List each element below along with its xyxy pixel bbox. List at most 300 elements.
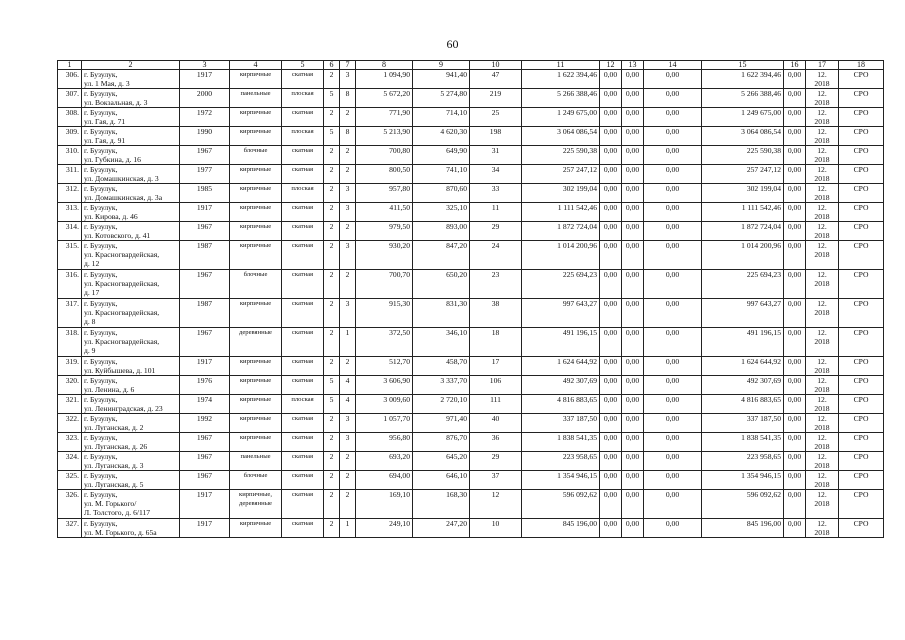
wall-material-cell-line: кирпичные bbox=[239, 166, 272, 173]
address-cell bbox=[82, 376, 180, 395]
entrances-cell: 4 bbox=[340, 395, 356, 414]
wall-material-cell-line: кирпичные bbox=[239, 185, 272, 192]
address-cell-line: г. Бузулук, bbox=[84, 433, 118, 442]
address-cell-line: ул. Домашкинская, д. 3 bbox=[84, 174, 159, 183]
floors-cell: 2 bbox=[324, 490, 340, 519]
total-area-cell: 5 213,90 bbox=[356, 127, 413, 146]
column-number-1: 1 bbox=[58, 61, 82, 70]
cost-total-cell: 3 064 086,54 bbox=[522, 127, 600, 146]
deadline-cell bbox=[806, 328, 839, 357]
floors-cell: 2 bbox=[324, 184, 340, 203]
deadline-cell-line: 2018 bbox=[814, 231, 830, 240]
cost-total-cell: 1 838 541,35 bbox=[522, 433, 600, 452]
value-col14-cell: 0,00 bbox=[644, 490, 702, 519]
value-col14-cell: 0,00 bbox=[644, 357, 702, 376]
column-number-5: 5 bbox=[282, 61, 324, 70]
value-col13-cell: 0,00 bbox=[622, 184, 644, 203]
wall-material-cell-line: кирпичные bbox=[239, 396, 272, 403]
value-col14-cell: 0,00 bbox=[644, 89, 702, 108]
residents-cell: 17 bbox=[470, 357, 522, 376]
residents-cell: 36 bbox=[470, 433, 522, 452]
wall-material-cell bbox=[230, 471, 282, 490]
roof-type-cell: скатная bbox=[282, 414, 324, 433]
cost-owner-funds-cell: 1 354 946,15 bbox=[702, 471, 784, 490]
deadline-cell-line: 2018 bbox=[814, 385, 830, 394]
cost-total-cell: 997 643,27 bbox=[522, 299, 600, 328]
deadline-cell bbox=[806, 357, 839, 376]
wall-material-cell-line: блочные bbox=[243, 271, 268, 278]
address-cell-line: г. Бузулук, bbox=[84, 127, 118, 136]
roof-type-cell: скатная bbox=[282, 203, 324, 222]
address-cell bbox=[82, 108, 180, 127]
total-area-cell: 956,80 bbox=[356, 433, 413, 452]
address-cell-line: г. Бузулук, bbox=[84, 89, 118, 98]
address-cell-line: г. Бузулук, bbox=[84, 452, 118, 461]
value-col16-cell: 0,00 bbox=[784, 203, 806, 222]
value-col13-cell: 0,00 bbox=[622, 270, 644, 299]
table-row bbox=[58, 70, 884, 89]
address-cell-line: ул. Кирова, д. 46 bbox=[84, 212, 138, 221]
address-cell-line: д. 17 bbox=[84, 288, 100, 297]
address-cell-line: ул. Красногвардейская, bbox=[84, 337, 160, 346]
source-cell: СРО bbox=[839, 222, 884, 241]
address-cell bbox=[82, 490, 180, 519]
value-col14-cell: 0,00 bbox=[644, 108, 702, 127]
year-cell: 1974 bbox=[180, 395, 230, 414]
address-cell-line: ул. Ленина, д. 6 bbox=[84, 385, 135, 394]
value-col13-cell: 0,00 bbox=[622, 165, 644, 184]
deadline-cell-line: 12. bbox=[817, 414, 827, 423]
value-col14-cell: 0,00 bbox=[644, 299, 702, 328]
deadline-cell-line: 12. bbox=[817, 165, 827, 174]
entrances-cell: 1 bbox=[340, 328, 356, 357]
column-number-16: 16 bbox=[784, 61, 806, 70]
row-number: 315. bbox=[58, 241, 82, 270]
year-cell: 1967 bbox=[180, 452, 230, 471]
column-number-row bbox=[58, 61, 884, 70]
value-col14-cell: 0,00 bbox=[644, 127, 702, 146]
roof-type-cell: скатная bbox=[282, 146, 324, 165]
total-area-cell: 915,30 bbox=[356, 299, 413, 328]
living-area-cell: 649,90 bbox=[413, 146, 470, 165]
deadline-cell-line: 2018 bbox=[814, 480, 830, 489]
deadline-cell-line: 2018 bbox=[814, 174, 830, 183]
row-number: 306. bbox=[58, 70, 82, 89]
roof-type-cell: скатная bbox=[282, 490, 324, 519]
deadline-cell-line: 2018 bbox=[814, 117, 830, 126]
cost-total-cell: 1 249 675,00 bbox=[522, 108, 600, 127]
value-col12-cell: 0,00 bbox=[600, 108, 622, 127]
wall-material-cell bbox=[230, 452, 282, 471]
entrances-cell: 3 bbox=[340, 241, 356, 270]
cost-total-cell: 257 247,12 bbox=[522, 165, 600, 184]
entrances-cell: 3 bbox=[340, 184, 356, 203]
cost-owner-funds-cell: 596 092,62 bbox=[702, 490, 784, 519]
row-number: 327. bbox=[58, 519, 82, 538]
table-row bbox=[58, 241, 884, 270]
source-cell: СРО bbox=[839, 452, 884, 471]
wall-material-cell-line: кирпичные bbox=[239, 242, 272, 249]
deadline-cell-line: 2018 bbox=[814, 366, 830, 375]
floors-cell: 2 bbox=[324, 108, 340, 127]
address-cell-line: ул. Котовского, д. 41 bbox=[84, 231, 151, 240]
value-col16-cell: 0,00 bbox=[784, 241, 806, 270]
cost-owner-funds-cell: 1 622 394,46 bbox=[702, 70, 784, 89]
deadline-cell-line: 12. bbox=[817, 108, 827, 117]
address-cell-line: ул. М. Горького/ bbox=[84, 499, 137, 508]
table-row bbox=[58, 108, 884, 127]
residents-cell: 33 bbox=[470, 184, 522, 203]
source-cell: СРО bbox=[839, 299, 884, 328]
wall-material-cell bbox=[230, 89, 282, 108]
deadline-cell-line: 2018 bbox=[814, 337, 830, 346]
address-cell bbox=[82, 414, 180, 433]
value-col12-cell: 0,00 bbox=[600, 203, 622, 222]
value-col12-cell: 0,00 bbox=[600, 471, 622, 490]
deadline-cell bbox=[806, 414, 839, 433]
deadline-cell-line: 2018 bbox=[814, 528, 830, 537]
year-cell: 1967 bbox=[180, 328, 230, 357]
table-row bbox=[58, 299, 884, 328]
address-cell bbox=[82, 519, 180, 538]
table-row bbox=[58, 89, 884, 108]
value-col12-cell: 0,00 bbox=[600, 452, 622, 471]
value-col14-cell: 0,00 bbox=[644, 519, 702, 538]
deadline-cell-line: 2018 bbox=[814, 212, 830, 221]
roof-type-cell: плоская bbox=[282, 89, 324, 108]
address-cell-line: ул. Луганская, д. 5 bbox=[84, 480, 144, 489]
source-cell: СРО bbox=[839, 241, 884, 270]
address-cell-line: г. Бузулук, bbox=[84, 70, 118, 79]
year-cell: 1967 bbox=[180, 222, 230, 241]
table-row bbox=[58, 127, 884, 146]
address-cell-line: г. Бузулук, bbox=[84, 357, 118, 366]
wall-material-cell-line: кирпичные, bbox=[239, 491, 272, 498]
entrances-cell: 3 bbox=[340, 203, 356, 222]
source-cell: СРО bbox=[839, 127, 884, 146]
column-number-10: 10 bbox=[470, 61, 522, 70]
deadline-cell-line: 12. bbox=[817, 471, 827, 480]
address-cell bbox=[82, 165, 180, 184]
living-area-cell: 650,20 bbox=[413, 270, 470, 299]
value-col12-cell: 0,00 bbox=[600, 146, 622, 165]
cost-total-cell: 225 694,23 bbox=[522, 270, 600, 299]
total-area-cell: 979,50 bbox=[356, 222, 413, 241]
wall-material-cell bbox=[230, 241, 282, 270]
source-cell: СРО bbox=[839, 108, 884, 127]
floors-cell: 2 bbox=[324, 452, 340, 471]
deadline-cell-line: 2018 bbox=[814, 250, 830, 259]
deadline-cell-line: 2018 bbox=[814, 79, 830, 88]
address-cell bbox=[82, 184, 180, 203]
wall-material-cell bbox=[230, 127, 282, 146]
value-col13-cell: 0,00 bbox=[622, 414, 644, 433]
column-number-4: 4 bbox=[230, 61, 282, 70]
living-area-cell: 2 720,10 bbox=[413, 395, 470, 414]
living-area-cell: 168,30 bbox=[413, 490, 470, 519]
cost-total-cell: 5 266 388,46 bbox=[522, 89, 600, 108]
table-row bbox=[58, 165, 884, 184]
total-area-cell: 3 009,60 bbox=[356, 395, 413, 414]
living-area-cell: 941,40 bbox=[413, 70, 470, 89]
roof-type-cell: скатная bbox=[282, 299, 324, 328]
address-cell-line: ул. Луганская, д. 26 bbox=[84, 442, 148, 451]
deadline-cell bbox=[806, 222, 839, 241]
deadline-cell bbox=[806, 70, 839, 89]
address-cell-line: ул. Гая, д. 71 bbox=[84, 117, 126, 126]
source-cell: СРО bbox=[839, 70, 884, 89]
residents-cell: 29 bbox=[470, 452, 522, 471]
entrances-cell: 2 bbox=[340, 357, 356, 376]
address-cell-line: ул. Красногвардейская, bbox=[84, 308, 160, 317]
source-cell: СРО bbox=[839, 184, 884, 203]
total-area-cell: 700,70 bbox=[356, 270, 413, 299]
value-col13-cell: 0,00 bbox=[622, 433, 644, 452]
year-cell: 1967 bbox=[180, 433, 230, 452]
value-col13-cell: 0,00 bbox=[622, 299, 644, 328]
living-area-cell: 5 274,80 bbox=[413, 89, 470, 108]
total-area-cell: 693,20 bbox=[356, 452, 413, 471]
wall-material-cell-line: кирпичные bbox=[239, 128, 272, 135]
deadline-cell-line: 12. bbox=[817, 452, 827, 461]
deadline-cell-line: 2018 bbox=[814, 279, 830, 288]
total-area-cell: 930,20 bbox=[356, 241, 413, 270]
address-cell-line: г. Бузулук, bbox=[84, 376, 118, 385]
address-cell-line: г. Бузулук, bbox=[84, 490, 118, 499]
cost-owner-funds-cell: 492 307,69 bbox=[702, 376, 784, 395]
value-col12-cell: 0,00 bbox=[600, 127, 622, 146]
floors-cell: 2 bbox=[324, 146, 340, 165]
wall-material-cell bbox=[230, 108, 282, 127]
floors-cell: 2 bbox=[324, 519, 340, 538]
roof-type-cell: скатная bbox=[282, 519, 324, 538]
address-cell-line: г. Бузулук, bbox=[84, 241, 118, 250]
year-cell: 1976 bbox=[180, 376, 230, 395]
total-area-cell: 5 672,20 bbox=[356, 89, 413, 108]
entrances-cell: 4 bbox=[340, 376, 356, 395]
living-area-cell: 247,20 bbox=[413, 519, 470, 538]
cost-total-cell: 1 622 394,46 bbox=[522, 70, 600, 89]
floors-cell: 2 bbox=[324, 241, 340, 270]
address-cell-line: ул. Красногвардейская, bbox=[84, 250, 160, 259]
column-number-6: 6 bbox=[324, 61, 340, 70]
value-col16-cell: 0,00 bbox=[784, 357, 806, 376]
deadline-cell bbox=[806, 376, 839, 395]
address-cell bbox=[82, 452, 180, 471]
living-area-cell: 714,10 bbox=[413, 108, 470, 127]
row-number: 323. bbox=[58, 433, 82, 452]
source-cell: СРО bbox=[839, 376, 884, 395]
wall-material-cell-line: кирпичные bbox=[239, 377, 272, 384]
living-area-cell: 346,10 bbox=[413, 328, 470, 357]
address-cell bbox=[82, 89, 180, 108]
roof-type-cell: плоская bbox=[282, 184, 324, 203]
table-row bbox=[58, 270, 884, 299]
residents-cell: 47 bbox=[470, 70, 522, 89]
address-cell bbox=[82, 357, 180, 376]
wall-material-cell bbox=[230, 376, 282, 395]
address-cell bbox=[82, 270, 180, 299]
total-area-cell: 249,10 bbox=[356, 519, 413, 538]
total-area-cell: 1 057,70 bbox=[356, 414, 413, 433]
wall-material-cell bbox=[230, 203, 282, 222]
value-col14-cell: 0,00 bbox=[644, 70, 702, 89]
value-col13-cell: 0,00 bbox=[622, 127, 644, 146]
deadline-cell-line: 12. bbox=[817, 127, 827, 136]
roof-type-cell: скатная bbox=[282, 328, 324, 357]
address-cell-line: г. Бузулук, bbox=[84, 414, 118, 423]
year-cell: 1992 bbox=[180, 414, 230, 433]
wall-material-cell-line: блочные bbox=[243, 472, 268, 479]
value-col16-cell: 0,00 bbox=[784, 471, 806, 490]
deadline-cell-line: 12. bbox=[817, 184, 827, 193]
deadline-cell-line: 12. bbox=[817, 395, 827, 404]
roof-type-cell: скатная bbox=[282, 108, 324, 127]
deadline-cell-line: 12. bbox=[817, 89, 827, 98]
column-number-7: 7 bbox=[340, 61, 356, 70]
value-col14-cell: 0,00 bbox=[644, 203, 702, 222]
floors-cell: 5 bbox=[324, 395, 340, 414]
residents-cell: 34 bbox=[470, 165, 522, 184]
row-number: 314. bbox=[58, 222, 82, 241]
address-cell-line: ул. 1 Мая, д. 3 bbox=[84, 79, 130, 88]
roof-type-cell: скатная bbox=[282, 165, 324, 184]
residents-cell: 11 bbox=[470, 203, 522, 222]
deadline-cell-line: 2018 bbox=[814, 404, 830, 413]
value-col12-cell: 0,00 bbox=[600, 357, 622, 376]
value-col12-cell: 0,00 bbox=[600, 490, 622, 519]
cost-owner-funds-cell: 225 590,38 bbox=[702, 146, 784, 165]
entrances-cell: 2 bbox=[340, 452, 356, 471]
floors-cell: 2 bbox=[324, 270, 340, 299]
table-row bbox=[58, 203, 884, 222]
floors-cell: 2 bbox=[324, 357, 340, 376]
source-cell: СРО bbox=[839, 395, 884, 414]
wall-material-cell-line: деревянные bbox=[239, 329, 272, 336]
value-col16-cell: 0,00 bbox=[784, 299, 806, 328]
residents-cell: 219 bbox=[470, 89, 522, 108]
table-row bbox=[58, 357, 884, 376]
roof-type-cell: скатная bbox=[282, 70, 324, 89]
source-cell: СРО bbox=[839, 414, 884, 433]
residents-cell: 25 bbox=[470, 108, 522, 127]
wall-material-cell bbox=[230, 395, 282, 414]
table-row bbox=[58, 471, 884, 490]
wall-material-cell bbox=[230, 414, 282, 433]
table-row bbox=[58, 519, 884, 538]
wall-material-cell bbox=[230, 357, 282, 376]
roof-type-cell: скатная bbox=[282, 241, 324, 270]
cost-total-cell: 1 872 724,04 bbox=[522, 222, 600, 241]
residents-cell: 37 bbox=[470, 471, 522, 490]
deadline-cell-line: 2018 bbox=[814, 308, 830, 317]
living-area-cell: 3 337,70 bbox=[413, 376, 470, 395]
value-col12-cell: 0,00 bbox=[600, 395, 622, 414]
wall-material-cell bbox=[230, 70, 282, 89]
deadline-cell-line: 2018 bbox=[814, 98, 830, 107]
address-cell-line: ул. Ленинградская, д. 23 bbox=[84, 404, 163, 413]
deadline-cell bbox=[806, 395, 839, 414]
wall-material-cell-line: кирпичные bbox=[239, 109, 272, 116]
row-number: 312. bbox=[58, 184, 82, 203]
value-col16-cell: 0,00 bbox=[784, 395, 806, 414]
residents-cell: 18 bbox=[470, 328, 522, 357]
value-col16-cell: 0,00 bbox=[784, 328, 806, 357]
wall-material-cell bbox=[230, 184, 282, 203]
roof-type-cell: скатная bbox=[282, 433, 324, 452]
deadline-cell-line: 12. bbox=[817, 519, 827, 528]
wall-material-cell bbox=[230, 165, 282, 184]
floors-cell: 2 bbox=[324, 328, 340, 357]
deadline-cell bbox=[806, 184, 839, 203]
year-cell: 1972 bbox=[180, 108, 230, 127]
cost-owner-funds-cell: 845 196,00 bbox=[702, 519, 784, 538]
roof-type-cell: скатная bbox=[282, 222, 324, 241]
year-cell: 1917 bbox=[180, 70, 230, 89]
value-col14-cell: 0,00 bbox=[644, 270, 702, 299]
deadline-cell bbox=[806, 203, 839, 222]
cost-owner-funds-cell: 223 958,65 bbox=[702, 452, 784, 471]
deadline-cell-line: 12. bbox=[817, 376, 827, 385]
year-cell: 1967 bbox=[180, 146, 230, 165]
cost-total-cell: 337 187,50 bbox=[522, 414, 600, 433]
address-cell bbox=[82, 222, 180, 241]
address-cell-line: д. 9 bbox=[84, 346, 96, 355]
deadline-cell-line: 2018 bbox=[814, 461, 830, 470]
address-cell-line: г. Бузулук, bbox=[84, 146, 118, 155]
value-col12-cell: 0,00 bbox=[600, 376, 622, 395]
year-cell: 1917 bbox=[180, 203, 230, 222]
source-cell: СРО bbox=[839, 471, 884, 490]
deadline-cell-line: 12. bbox=[817, 270, 827, 279]
cost-total-cell: 1 014 200,96 bbox=[522, 241, 600, 270]
cost-total-cell: 302 199,04 bbox=[522, 184, 600, 203]
roof-type-cell: скатная bbox=[282, 376, 324, 395]
value-col13-cell: 0,00 bbox=[622, 395, 644, 414]
row-number: 317. bbox=[58, 299, 82, 328]
value-col16-cell: 0,00 bbox=[784, 433, 806, 452]
entrances-cell: 2 bbox=[340, 270, 356, 299]
total-area-cell: 1 094,90 bbox=[356, 70, 413, 89]
cost-owner-funds-cell: 3 064 086,54 bbox=[702, 127, 784, 146]
cost-owner-funds-cell: 257 247,12 bbox=[702, 165, 784, 184]
address-cell bbox=[82, 127, 180, 146]
source-cell: СРО bbox=[839, 433, 884, 452]
living-area-cell: 870,60 bbox=[413, 184, 470, 203]
floors-cell: 2 bbox=[324, 70, 340, 89]
value-col13-cell: 0,00 bbox=[622, 70, 644, 89]
living-area-cell: 971,40 bbox=[413, 414, 470, 433]
year-cell: 1985 bbox=[180, 184, 230, 203]
address-cell-line: г. Бузулук, bbox=[84, 519, 118, 528]
living-area-cell: 876,70 bbox=[413, 433, 470, 452]
living-area-cell: 847,20 bbox=[413, 241, 470, 270]
value-col12-cell: 0,00 bbox=[600, 299, 622, 328]
deadline-cell-line: 12. bbox=[817, 241, 827, 250]
row-number: 309. bbox=[58, 127, 82, 146]
value-col14-cell: 0,00 bbox=[644, 165, 702, 184]
value-col16-cell: 0,00 bbox=[784, 270, 806, 299]
address-cell bbox=[82, 328, 180, 357]
row-number: 316. bbox=[58, 270, 82, 299]
wall-material-cell-line: кирпичные bbox=[239, 300, 272, 307]
column-number-18: 18 bbox=[839, 61, 884, 70]
year-cell: 1917 bbox=[180, 490, 230, 519]
cost-total-cell: 492 307,69 bbox=[522, 376, 600, 395]
wall-material-cell-line: панельные bbox=[240, 90, 271, 97]
value-col13-cell: 0,00 bbox=[622, 203, 644, 222]
wall-material-cell-line: деревянные bbox=[239, 500, 272, 507]
